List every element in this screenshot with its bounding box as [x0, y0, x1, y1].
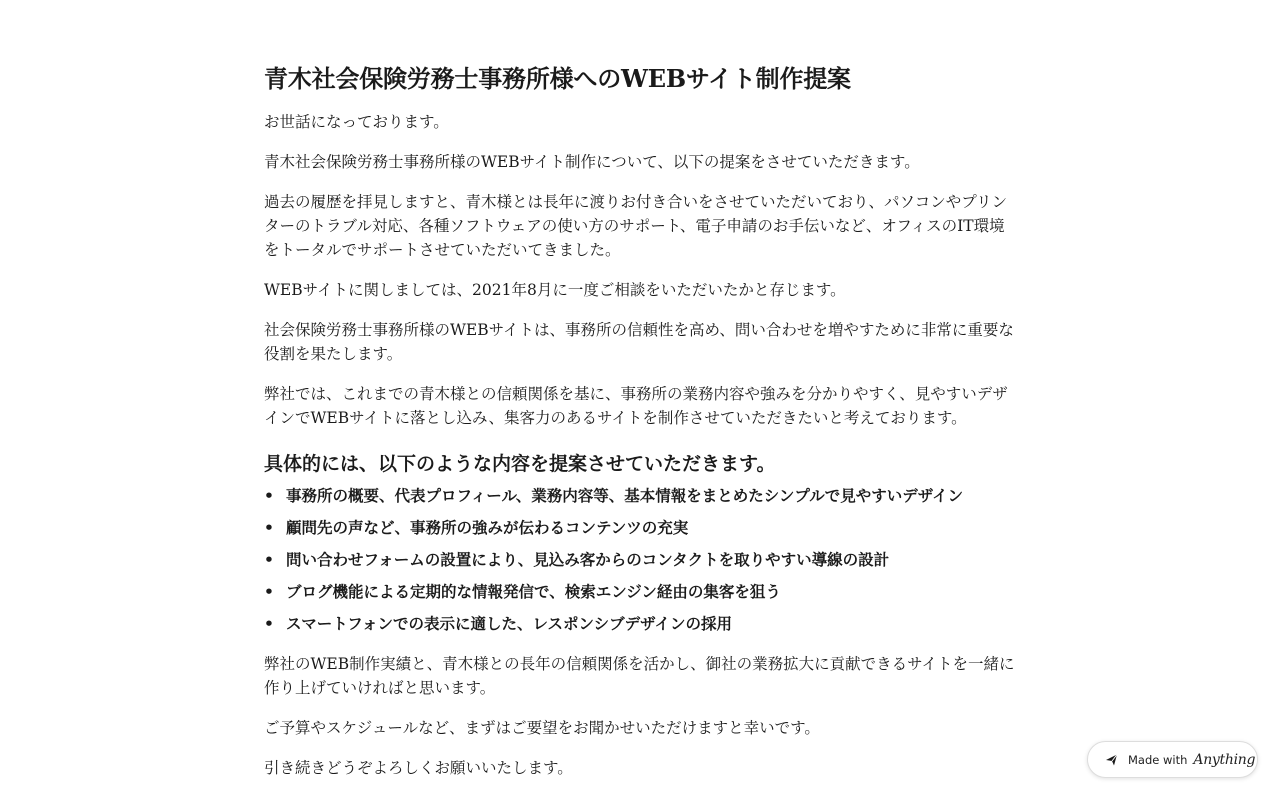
list-item	[264, 580, 1020, 604]
paragraph-collaboration: 弊社のWEB制作実績と、青木様との長年の信頼関係を活かし、御社の業務拡大に貢献できるサイトを一緒に作り上げていければと思います。	[264, 655, 1015, 697]
paragraph-request: ご予算やスケジュールなど、まずはご要望をお聞かせいただけますと幸いです。	[264, 719, 820, 737]
list-item-text: スマートフォンでの表示に適した、レスポンシブデザインの採用	[286, 615, 733, 633]
bullet-icon: •	[264, 519, 274, 537]
paragraph-greeting: お世話になっております。	[264, 113, 449, 131]
paragraph-history: 過去の履歴を拝見しますと、青木様とは長年に渡りお付き合いをさせていただいており、パソコンやプリンターのトラブル対応、各種ソフトウェアの使い方のサポート、電子申請のお手伝いなど、オフィスのIT環境をトータルでサポートさせていただいてきました。	[264, 193, 1008, 259]
bullet-icon: •	[264, 487, 274, 505]
paragraph-importance: 社会保険労務士事務所様のWEBサイトは、事務所の信頼性を高め、問い合わせを増やすために非常に重要な役割を果たします。	[264, 321, 1014, 363]
bullet-icon: •	[264, 615, 274, 633]
proposal-document	[264, 62, 1020, 796]
list-item	[264, 612, 1020, 636]
paragraph-consultation: WEBサイトに関しましては、2021年8月に一度ご相談をいただいたかと存じます。	[264, 281, 846, 299]
paragraph-approach: 弊社では、これまでの青木様との信頼関係を基に、事務所の業務内容や強みを分かりやすく、見やすいデザインでWEBサイトに落とし込み、集客力のあるサイトを制作させていただきたいと考えております。	[264, 385, 1008, 427]
badge-brand: Anything	[1193, 751, 1256, 768]
paragraph-purpose: 青木社会保険労務士事務所様のWEBサイト制作について、以下の提案をさせていただきます。	[264, 153, 920, 171]
made-with-anything-badge[interactable]	[1087, 741, 1258, 778]
list-item	[264, 548, 1020, 572]
section-heading: 具体的には、以下のような内容を提案させていただきます。	[264, 453, 776, 475]
proposal-list	[264, 484, 1020, 636]
list-item	[264, 484, 1020, 508]
badge-label: Made with	[1128, 752, 1188, 767]
paragraph-closing: 引き続きどうぞよろしくお願いいたします。	[264, 759, 573, 777]
bullet-icon: •	[264, 583, 274, 601]
document-title: 青木社会保険労務士事務所様へのWEBサイト制作提案	[264, 64, 851, 93]
list-item-text: 事務所の概要、代表プロフィール、業務内容等、基本情報をまとめたシンプルで見やすいデザイン	[286, 487, 964, 505]
list-item-text: 問い合わせフォームの設置により、見込み客からのコンタクトを取りやすい導線の設計	[286, 551, 890, 569]
anything-logo-icon	[1105, 753, 1119, 767]
list-item-text: ブログ機能による定期的な情報発信で、検索エンジン経由の集客を狙う	[286, 583, 781, 601]
list-item-text: 顧問先の声など、事務所の強みが伝わるコンテンツの充実	[286, 519, 689, 537]
bullet-icon: •	[264, 551, 274, 569]
list-item	[264, 516, 1020, 540]
